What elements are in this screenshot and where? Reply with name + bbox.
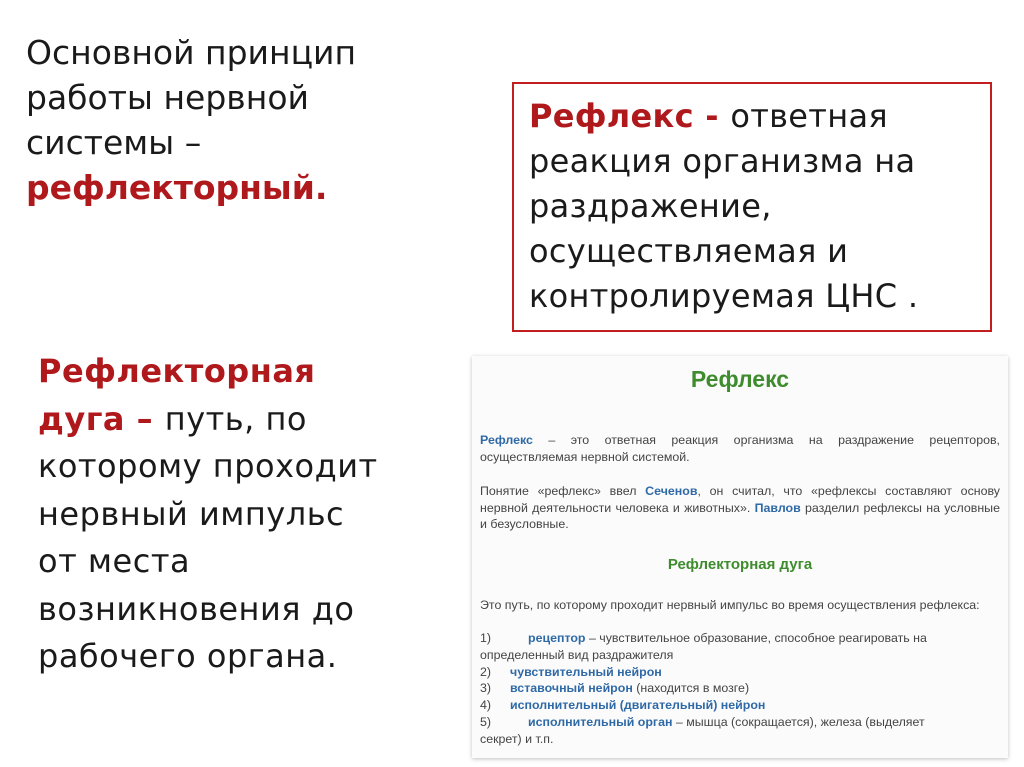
principle-text (26, 30, 456, 210)
excerpt-list-number: 5) (480, 715, 492, 729)
excerpt-list-number: 1) (480, 631, 492, 645)
excerpt-list-item (480, 647, 1000, 664)
definition-line-1 (529, 94, 978, 139)
excerpt-p2-a: Понятие «рефлекс» ввел (480, 484, 646, 498)
arc-line-6: возникновения до (38, 589, 355, 628)
arc-term-line-2: дуга (38, 399, 126, 438)
textbook-excerpt-image (472, 356, 1008, 758)
excerpt-list-item (480, 630, 1000, 647)
definition-line-5: контролируемая ЦНС . (529, 277, 919, 315)
excerpt-subtitle: Рефлекторная дуга (667, 556, 813, 573)
excerpt-name-pavlov: Павлов (754, 500, 801, 515)
principle-highlight: рефлекторный. (26, 168, 328, 207)
excerpt-list-text: секрет) и т.п. (480, 731, 554, 746)
definition-line-3: раздражение, (529, 187, 772, 225)
excerpt-list-term: исполнительный (двигательный) нейрон (510, 698, 766, 713)
excerpt-list-item (480, 697, 1000, 714)
definition-term: Рефлекс (529, 97, 694, 135)
excerpt-list-text: – чувствительное образование, способное реагировать на (585, 631, 927, 645)
excerpt-paragraph-3: Это путь, по которому проходит нервный импульс во время осуществления рефлекса: (480, 598, 980, 612)
excerpt-list-item (480, 680, 1000, 697)
arc-dash: – (125, 399, 165, 438)
arc-line-4: нервный импульс (38, 494, 345, 533)
excerpt-list-text: (находится в мозге) (632, 681, 750, 696)
arc-term-line-1: Рефлекторная (38, 352, 316, 390)
excerpt-paragraph-2 (480, 483, 1000, 533)
excerpt-list-term: вставочный нейрон (510, 681, 633, 696)
excerpt-list-number: 4) (480, 698, 492, 713)
excerpt-paragraph-1 (480, 432, 1000, 465)
definition-line-1-rest: ответная (730, 97, 888, 135)
reflex-arc-text (38, 348, 458, 681)
excerpt-list-text: – мышца (сокращается), железа (выделяет (672, 715, 925, 729)
principle-line-1: Основной принцип (26, 33, 357, 72)
excerpt-term-reflex: Рефлекс (480, 433, 533, 447)
principle-line-3: системы – (26, 123, 202, 162)
excerpt-list-item (480, 664, 1000, 681)
principle-line-2: работы нервной (26, 78, 309, 117)
excerpt-p2-c: разделил рефлексы на условные и безусловные. (480, 500, 1000, 531)
definition-line-4: осуществляемая и (529, 232, 849, 270)
definition-dash: - (693, 97, 731, 135)
arc-line-5: от места (38, 542, 191, 580)
excerpt-list-term: исполнительный орган (528, 715, 673, 729)
excerpt-list-term: чувствительный нейрон (510, 664, 662, 679)
definition-line-2: реакция организма на (529, 142, 916, 180)
excerpt-p1-text: – это ответная реакция организма на раздражение рецепторов, осуществляемая нервной системой. (480, 433, 1000, 464)
arc-line-7: рабочего органа. (38, 637, 338, 675)
reflex-definition-box (512, 82, 992, 332)
excerpt-title: Рефлекс (690, 366, 790, 392)
arc-line-2 (38, 396, 458, 444)
excerpt-name-sechenov: Сеченов (645, 484, 698, 498)
excerpt-list-text: определенный вид раздражителя (480, 647, 674, 662)
excerpt-p2-b: , он считал, что «рефлексы составляют основу нервной деятельности человека и животных». (480, 484, 1001, 515)
excerpt-list-number: 2) (480, 664, 492, 679)
excerpt-list-number: 3) (480, 681, 492, 696)
excerpt-list-term: рецептор (528, 631, 586, 645)
excerpt-list-item (480, 714, 1000, 731)
excerpt-list-item (480, 731, 1000, 748)
arc-line-2-rest: путь, по (164, 399, 307, 438)
arc-line-3: которому проходит (38, 447, 378, 485)
